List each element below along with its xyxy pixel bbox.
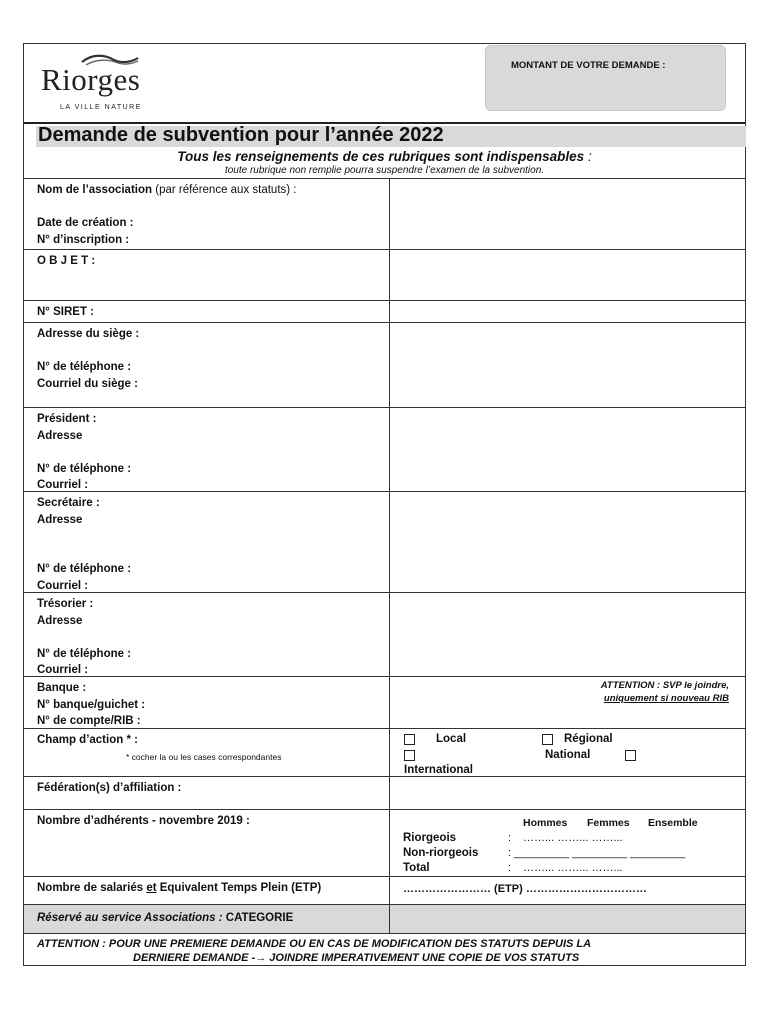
row-adherents bbox=[24, 810, 745, 877]
siege-field[interactable] bbox=[390, 323, 745, 410]
association-label-note: (par référence aux statuts) : bbox=[155, 184, 297, 196]
compte-label: N° de compte/RIB : bbox=[37, 715, 141, 727]
date-creation-label: Date de création : bbox=[37, 217, 134, 229]
row-siege bbox=[24, 323, 745, 408]
col-hommes: Hommes bbox=[523, 817, 568, 829]
salaries-label-part2: Equivalent Temps Plein (ETP) bbox=[156, 882, 322, 894]
salaries-label-part1: Nombre de salariés bbox=[37, 882, 147, 894]
option-national: National bbox=[545, 749, 591, 761]
tresorier-tel-label: N° de téléphone : bbox=[37, 647, 132, 660]
rib-attention-note bbox=[601, 679, 729, 705]
banque-field[interactable] bbox=[390, 677, 745, 731]
association-field[interactable] bbox=[390, 179, 745, 252]
president-label: Président : bbox=[37, 413, 97, 425]
tresorier-adresse-label: Adresse bbox=[37, 614, 83, 627]
row-president-labels bbox=[24, 408, 390, 491]
row-secretaire bbox=[24, 492, 745, 593]
page-title: Demande de subvention pour l’année 2022 bbox=[38, 124, 444, 146]
row-champ bbox=[24, 729, 745, 777]
champ-options bbox=[390, 729, 745, 776]
logo-tagline: LA VILLE NATURE bbox=[60, 104, 142, 111]
tresorier-label: Trésorier : bbox=[37, 598, 94, 610]
subtitle bbox=[24, 149, 745, 164]
salaries-label bbox=[24, 877, 390, 904]
checkbox-local[interactable] bbox=[404, 734, 415, 745]
subtitle-text: Tous les renseignements de ces rubriques sont indispensables bbox=[177, 149, 585, 164]
final-notice-line1: ATTENTION : POUR UNE PREMIERE DEMANDE OU EN CAS DE MODIFICATION DES STATUTS DEPUIS LA bbox=[37, 938, 592, 950]
secretaire-adresse-label: Adresse bbox=[37, 513, 83, 526]
checkbox-regional[interactable] bbox=[542, 734, 553, 745]
reserve-field bbox=[390, 905, 745, 936]
col-ensemble: Ensemble bbox=[648, 817, 698, 829]
federation-label: Fédération(s) d’affiliation : bbox=[24, 777, 390, 809]
montant-box[interactable] bbox=[485, 45, 726, 111]
adh-total-values[interactable]: ……... ……... ……... bbox=[523, 862, 623, 874]
final-notice-line2: DERNIERE DEMANDE -→ JOINDRE IMPERATIVEMENT UNE COPIE DE VOS STATUTS bbox=[133, 952, 580, 964]
salaries-value[interactable]: …………………… (ETP) …………………………… bbox=[403, 883, 647, 895]
adh-nonriorgeois-values[interactable]: _________ _________ _________ bbox=[514, 847, 686, 859]
president-field[interactable] bbox=[390, 408, 745, 494]
form-frame bbox=[23, 43, 746, 966]
row-federation bbox=[24, 777, 745, 810]
reserve-label-italic: Réservé au service Associations : bbox=[37, 912, 223, 924]
banque-label: Banque : bbox=[37, 682, 87, 694]
tresorier-courriel-label: Courriel : bbox=[37, 664, 89, 676]
inscription-label: N° d’inscription : bbox=[37, 233, 130, 246]
option-local: Local bbox=[436, 733, 467, 745]
siege-tel-label: N° de téléphone : bbox=[37, 361, 132, 373]
champ-label: Champ d’action * : bbox=[37, 734, 138, 746]
row-objet bbox=[24, 250, 745, 301]
reserve-label-categorie: CATEGORIE bbox=[222, 912, 294, 924]
rib-attention-line1: ATTENTION : SVP le joindre, bbox=[600, 680, 729, 691]
col-femmes: Femmes bbox=[587, 817, 630, 829]
president-courriel-label: Courriel : bbox=[37, 479, 89, 491]
row-banque-labels bbox=[24, 677, 390, 728]
row-president bbox=[24, 408, 745, 492]
federation-field[interactable] bbox=[390, 777, 745, 812]
montant-label: MONTANT DE VOTRE DEMANDE : bbox=[511, 60, 666, 71]
secretaire-field[interactable] bbox=[390, 492, 745, 595]
president-adresse-label: Adresse bbox=[37, 429, 83, 442]
secretaire-tel-label: N° de téléphone : bbox=[37, 563, 132, 575]
logo-wordmark: Riorges bbox=[41, 62, 141, 97]
siege-adresse-label: Adresse du siège : bbox=[37, 328, 140, 340]
row-association bbox=[24, 179, 745, 250]
association-label: Nom de l’association bbox=[37, 184, 153, 196]
row-siret bbox=[24, 301, 745, 323]
subtitle-colon: : bbox=[587, 149, 592, 164]
objet-label: O B J E T : bbox=[24, 250, 390, 300]
objet-field[interactable] bbox=[390, 250, 745, 303]
subtitle-note: toute rubrique non remplie pourra suspendre l’examen de la subvention. bbox=[224, 165, 545, 176]
tresorier-field[interactable] bbox=[390, 593, 745, 679]
row-tresorier bbox=[24, 593, 745, 677]
row-reserve bbox=[24, 905, 745, 934]
checkbox-national[interactable] bbox=[404, 750, 415, 761]
secretaire-label: Secrétaire : bbox=[37, 497, 100, 509]
president-tel-label: N° de téléphone : bbox=[37, 462, 132, 475]
form-table bbox=[24, 178, 745, 970]
row-siege-labels bbox=[24, 323, 390, 407]
rib-attention-line2: uniquement si nouveau RIB bbox=[603, 693, 729, 704]
champ-note: * cocher la ou les cases correspondantes bbox=[126, 752, 282, 762]
row-association-label bbox=[24, 179, 390, 249]
siege-courriel-label: Courriel du siège : bbox=[37, 377, 138, 390]
riorges-logo bbox=[40, 52, 170, 116]
form-header bbox=[24, 44, 745, 124]
row-secretaire-labels bbox=[24, 492, 390, 592]
salaries-label-et: et bbox=[146, 882, 157, 894]
adh-nonriorgeois-label: Non-riorgeois bbox=[403, 847, 479, 859]
reserve-label bbox=[24, 905, 390, 933]
option-international: International bbox=[404, 764, 474, 776]
row-champ-labels bbox=[24, 729, 390, 776]
final-notice bbox=[24, 934, 745, 970]
secretaire-courriel-label: Courriel : bbox=[37, 579, 89, 592]
option-regional: Régional bbox=[564, 733, 613, 745]
checkbox-international[interactable] bbox=[625, 750, 636, 761]
siret-field[interactable] bbox=[390, 301, 745, 325]
siret-label: N° SIRET : bbox=[24, 301, 390, 322]
row-tresorier-labels bbox=[24, 593, 390, 676]
adh-total-sep: : bbox=[508, 862, 512, 874]
adh-riorgeois-sep: : bbox=[508, 832, 512, 844]
adh-riorgeois-values[interactable]: ……... ……... ……... bbox=[523, 832, 623, 844]
adh-nonriorgeois-sep: : bbox=[508, 847, 512, 859]
row-banque bbox=[24, 677, 745, 729]
guichet-label: N° banque/guichet : bbox=[37, 698, 146, 711]
adh-total-label: Total bbox=[403, 862, 430, 874]
adh-riorgeois-label: Riorgeois bbox=[403, 832, 457, 844]
adherents-grid bbox=[390, 810, 745, 876]
row-salaries bbox=[24, 877, 745, 905]
adherents-label: Nombre d’adhérents - novembre 2019 : bbox=[24, 810, 390, 876]
